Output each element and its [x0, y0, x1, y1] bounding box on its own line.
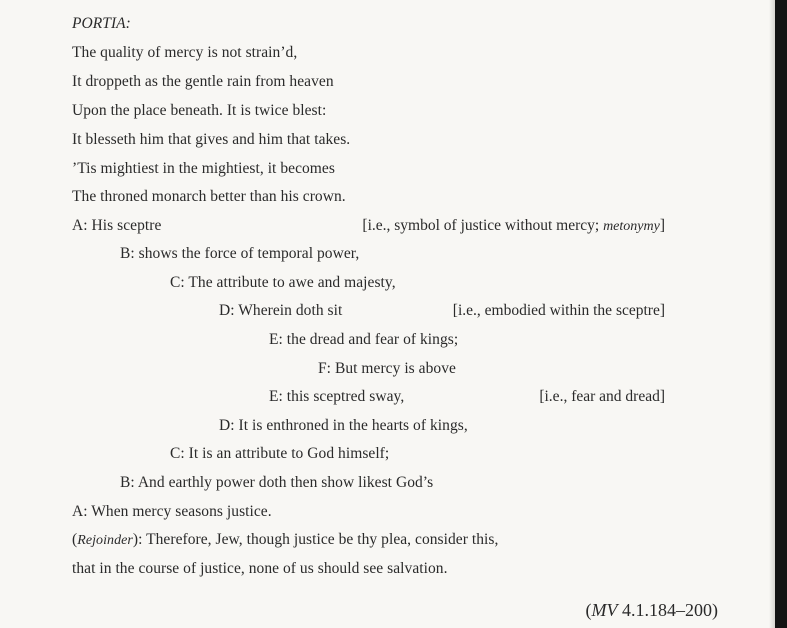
chiasmus-a2: A: When mercy seasons justice. [72, 503, 272, 520]
chiasmus-c1: C: The attribute to awe and majesty, [170, 274, 396, 291]
note-text: [i.e., symbol of justice without mercy; [362, 217, 604, 234]
note-italic-term: metonymy [603, 219, 660, 234]
chiasmus-c2: C: It is an attribute to God himself; [170, 445, 390, 462]
chiasmus-e2-note: [i.e., fear and dread] [539, 388, 665, 405]
verse-line: It droppeth as the gentle rain from heaven [72, 73, 334, 90]
chiasmus-a1: A: His sceptre [72, 217, 162, 234]
chiasmus-d1-note: [i.e., embodied within the sceptre] [452, 302, 665, 319]
verse-line: ’Tis mightiest in the mightiest, it becomes [72, 160, 335, 177]
verse-line: The quality of mercy is not strain’d, [72, 44, 298, 61]
verse-line: Upon the place beneath. It is twice blest: [72, 102, 327, 119]
chiasmus-b2: B: And earthly power doth then show likest God’s [120, 474, 434, 491]
rejoinder-paren-close: ): [132, 531, 143, 548]
chiasmus-d1: D: Wherein doth sit [219, 302, 343, 319]
rejoinder-line-2: that in the course of justice, none of us should see salvation. [72, 560, 448, 577]
citation-work: MV [591, 600, 618, 620]
note-close: ] [659, 217, 665, 234]
verse-line: It blesseth him that gives and him that takes. [72, 131, 351, 148]
chiasmus-b1: B: shows the force of temporal power, [120, 245, 360, 262]
chiasmus-f: F: But mercy is above [318, 360, 456, 377]
rejoinder-label: Rejoinder [77, 533, 133, 548]
chiasmus-e2: E: this sceptred sway, [269, 388, 405, 405]
citation-ref: 4.1.184–200) [617, 600, 718, 620]
citation [586, 599, 719, 621]
chiasmus-e1: E: the dread and fear of kings; [269, 331, 459, 348]
chiasmus-d2: D: It is enthroned in the hearts of kings, [219, 417, 468, 434]
rejoinder-line-1 [72, 530, 498, 551]
chiasmus-a1-note [362, 216, 665, 237]
verse-line: The throned monarch better than his crown. [72, 188, 346, 205]
rejoinder-paren-open: ( [72, 531, 78, 548]
citation-open: ( [585, 600, 592, 620]
rejoinder-text: Therefore, Jew, though justice be thy plea, consider this, [142, 531, 499, 548]
page-edge-border [775, 0, 787, 628]
speaker-label: PORTIA: [72, 15, 131, 32]
